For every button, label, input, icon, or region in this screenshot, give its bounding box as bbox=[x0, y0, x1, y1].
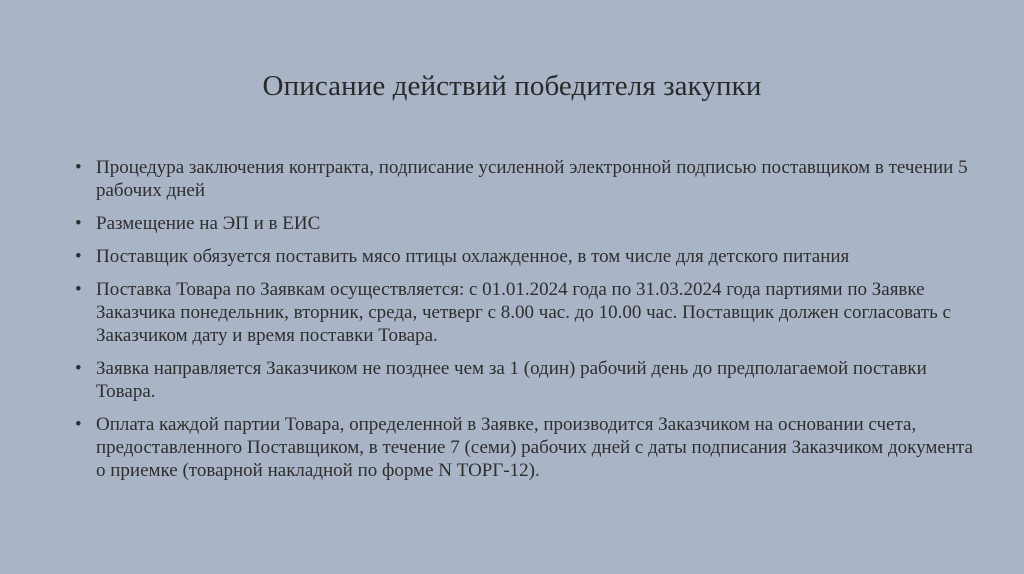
bullet-icon: • bbox=[75, 246, 82, 267]
bullet-icon: • bbox=[75, 279, 82, 300]
bullet-icon: • bbox=[75, 414, 82, 435]
list-item-text: Заявка направляется Заказчиком не позднее чем за 1 (один) рабочий день до предполагаемой поставки Товара. bbox=[96, 358, 927, 402]
bullet-icon: • bbox=[75, 157, 82, 178]
list-item bbox=[75, 212, 976, 235]
bullet-list bbox=[75, 156, 976, 492]
list-item-text: Оплата каждой партии Товара, определенной в Заявке, производится Заказчиком на основании счета, предоставленного Поставщиком, в течение 7 (семи) рабочих дней с даты подписания Заказчиком документа о приемке (товарной накладной по форме N ТОРГ-12). bbox=[96, 414, 973, 481]
list-item-text: Процедура заключения контракта, подписание усиленной электронной подписью поставщиком в течении 5 рабочих дней bbox=[96, 157, 968, 201]
list-item-text: Поставщик обязуется поставить мясо птицы охлажденное, в том числе для детского питания bbox=[96, 246, 850, 267]
list-item bbox=[75, 278, 976, 347]
bullet-icon: • bbox=[75, 358, 82, 379]
list-item-text: Размещение на ЭП и в ЕИС bbox=[96, 213, 321, 234]
list-item bbox=[75, 156, 976, 202]
bullet-icon: • bbox=[75, 213, 82, 234]
list-item-text: Поставка Товара по Заявкам осуществляется: с 01.01.2024 года по 31.03.2024 года партиями по Заявке Заказчика понедельник, вторник, среда, четверг с 8.00 час. до 10.00 час. Поставщик должен согласовать с Заказчиком дату и время поставки Товара. bbox=[96, 279, 951, 346]
slide-title: Описание действий победителя закупки bbox=[262, 70, 762, 102]
list-item bbox=[75, 357, 976, 403]
list-item bbox=[75, 413, 976, 482]
list-item bbox=[75, 245, 976, 268]
